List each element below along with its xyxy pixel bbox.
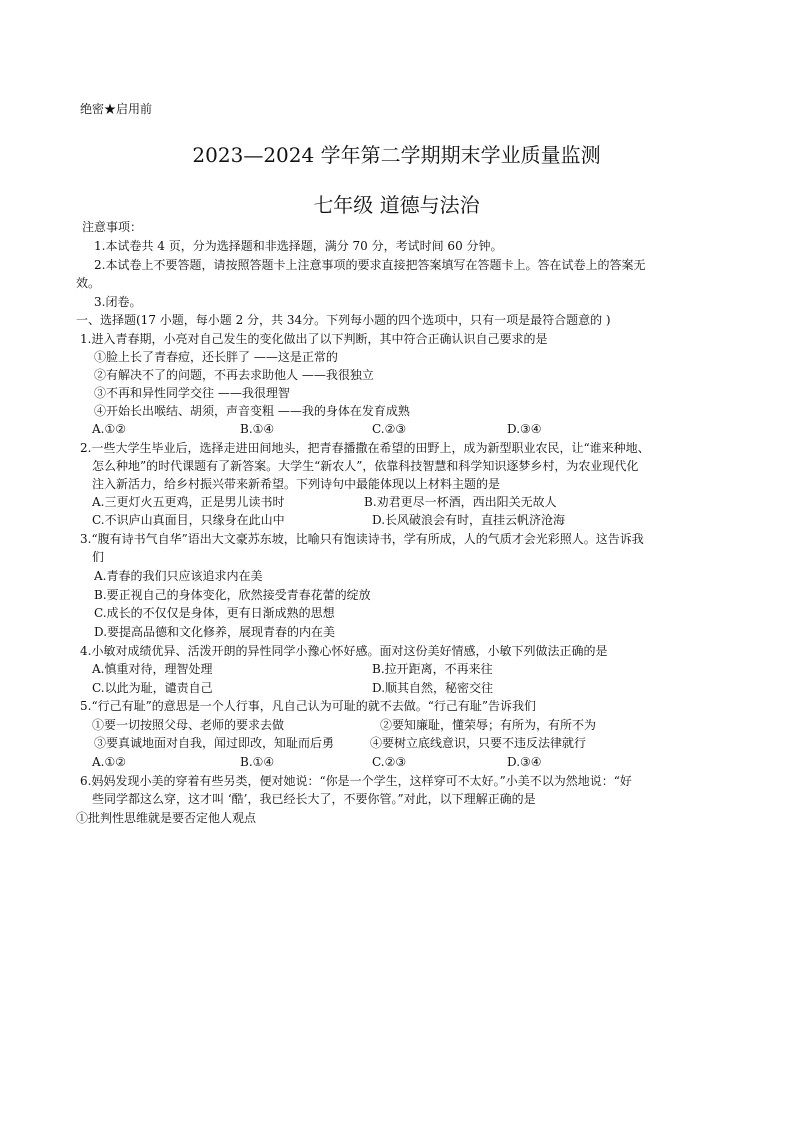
question-item: ②有解决不了的问题，不再去求助他人 ——我很独立 [94,368,374,382]
confidential-mark: 绝密★启用前 [80,102,153,116]
option-d[interactable]: D.顺其自然，秘密交往 [372,681,494,695]
section-heading: 一、选择题(17 小题，每小题 2 分，共 34分。下列每小题的四个选项中，只有一项是最符合题意的 ) [76,313,611,327]
option-b[interactable]: B.①④ [240,422,275,436]
option-c[interactable]: C.②③ [372,755,407,769]
option-b[interactable]: B.①④ [240,755,275,769]
question-item: ③不再和异性同学交往 ——我很理智 [94,386,290,400]
option-c[interactable]: C.以此为耻，谴责自己 [92,681,213,695]
notice-item: 3.闭卷。 [94,295,142,309]
option-a[interactable]: A.①② [92,422,126,436]
option-c[interactable]: C.成长的不仅仅是身体，更有日渐成熟的思想 [94,606,335,620]
exam-title: 2023—2024 学年第二学期期末学业质量监测 [192,143,601,167]
question-item: ①要一切按照父母、老师的要求去做 [92,718,285,732]
notice-item: 1.本试卷共 4 页，分为选择题和非选择题，满分 70 分，考试时间 60 分钟。 [94,239,503,253]
question-item: ④开始长出喉结、胡须，声音变粗 ——我的身体在发育成熟 [94,404,410,418]
notice-item: 2.本试卷上不要答题，请按照答题卡上注意事项的要求直接把答案填写在答题卡上。答在试卷上的答案无 [94,258,646,272]
question-stem: 2.一些大学生毕业后，选择走进田间地头，把青春播撒在希望的田野上，成为新型职业农民，让“谁来种地、 [80,441,650,455]
option-a[interactable]: A.慎重对待，理智处理 [92,662,213,676]
option-c[interactable]: C.不识庐山真面目，只缘身在此山中 [92,513,285,527]
option-b[interactable]: B.拉开距离，不再来往 [372,662,493,676]
option-a[interactable]: A.三更灯火五更鸡，正是男儿读书时 [92,495,285,509]
question-stem: 4.小敏对成绩优异、活泼开朗的异性同学小豫心怀好感。面对这份美好情感，小敏下列做法正确的是 [80,644,608,658]
question-stem: 怎么种地”的时代课题有了新答案。大学生“新农人”，依靠科技智慧和科学知识逐梦乡村，为农业现代化 [92,459,639,473]
question-stem: 些同学都这么穿，这才叫 ‘酷’，我已经长大了，不要你管。”对此，以下理解正确的是 [92,792,536,806]
question-stem: 1.进入青春期，小亮对自己发生的变化做出了以下判断，其中符合正确认识自己要求的是 [80,332,548,346]
option-d[interactable]: D.长风破浪会有时，直挂云帆济沧海 [372,513,566,527]
question-item: ①脸上长了青春痘，还长胖了 ——这是正常的 [94,350,338,364]
option-a[interactable]: A.①② [92,755,126,769]
question-stem: 6.妈妈发现小美的穿着有些另类，便对她说：“你是一个学生，这样穿可不太好。”小美不以为然地说：“好 [80,774,632,788]
question-item: ①批判性思维就是要否定他人观点 [76,811,257,825]
exam-subtitle: 七年级 道德与法治 [313,193,480,217]
question-stem: 5.“行己有耻”的意思是一个人行事，凡自己认为可耻的就不去做。“行己有耻”告诉我们 [80,699,536,713]
notice-item: 效。 [76,276,101,290]
option-c[interactable]: C.②③ [372,422,407,436]
option-d[interactable]: D.要提高品德和文化修养，展现青春的内在美 [94,625,336,639]
question-stem: 注入新活力，给乡村振兴带来新希望。下列诗句中最能体现以上材料主题的是 [92,477,501,491]
option-b[interactable]: B.要正视自己的身体变化，欣然接受青春花蕾的绽放 [94,588,371,602]
question-item: ②要知廉耻，懂荣辱；有所为，有所不为 [380,718,597,732]
question-stem: 3.“腹有诗书气自华”语出大文豪苏东坡，比喻只有饱读诗书，学有所成，人的气质才会光彩照人。这告诉我 [80,532,644,546]
question-item: ③要真诚地面对自我，闻过即改，知耻而后勇 [94,736,335,750]
option-a[interactable]: A.青春的我们只应该追求内在美 [94,569,263,583]
option-d[interactable]: D.③④ [507,422,542,436]
notice-heading: 注意事项： [82,220,143,234]
question-item: ④要树立底线意识，只要不违反法律就行 [370,736,587,750]
question-stem: 们 [92,550,105,564]
option-d[interactable]: D.③④ [507,755,542,769]
option-b[interactable]: B.劝君更尽一杯酒，西出阳关无故人 [364,495,557,509]
